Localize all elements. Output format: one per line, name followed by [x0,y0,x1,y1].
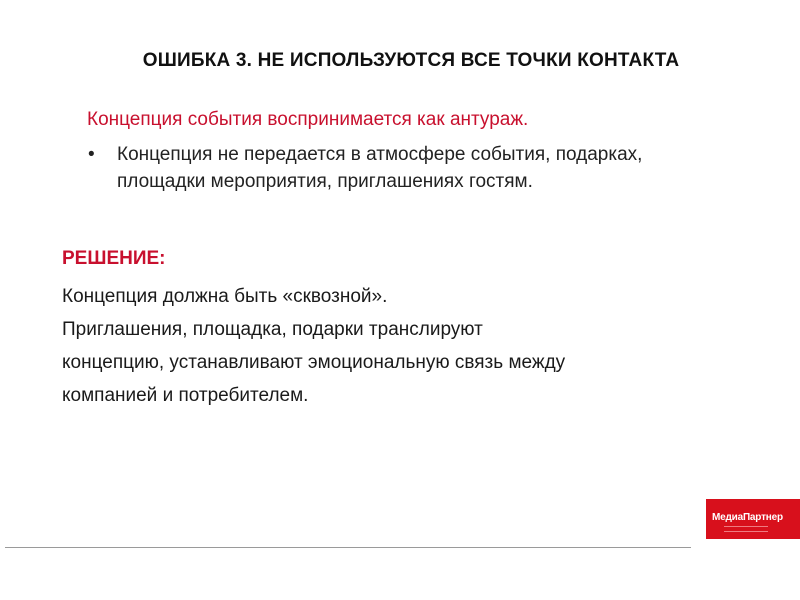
solution-line: концепцию, устанавливают эмоциональную связь между [62,352,566,373]
solution-line: Приглашения, площадка, подарки транслируют [62,319,483,340]
mediapartner-logo [706,499,800,539]
slide-subtitle: Концепция события воспринимается как антураж. [87,109,529,130]
footer-divider [5,547,691,548]
logo-text: МедиаПартнер [712,512,783,523]
bullet-list [86,141,726,195]
solution-line: компанией и потребителем. [62,385,309,406]
solution-line: Концепция должна быть «сквозной». [62,286,388,307]
logo-decoration [724,526,768,532]
slide-title: ОШИБКА 3. НЕ ИСПОЛЬЗУЮТСЯ ВСЕ ТОЧКИ КОНТАКТА [142,50,680,71]
solution-label: РЕШЕНИЕ: [62,248,166,269]
bullet-text: Концепция не передается в атмосфере события, подарках, площадки мероприятия, приглашениях гостям. [117,144,643,192]
solution-text [62,280,762,412]
bullet-item [86,141,726,195]
bullet-marker: • [88,144,95,165]
